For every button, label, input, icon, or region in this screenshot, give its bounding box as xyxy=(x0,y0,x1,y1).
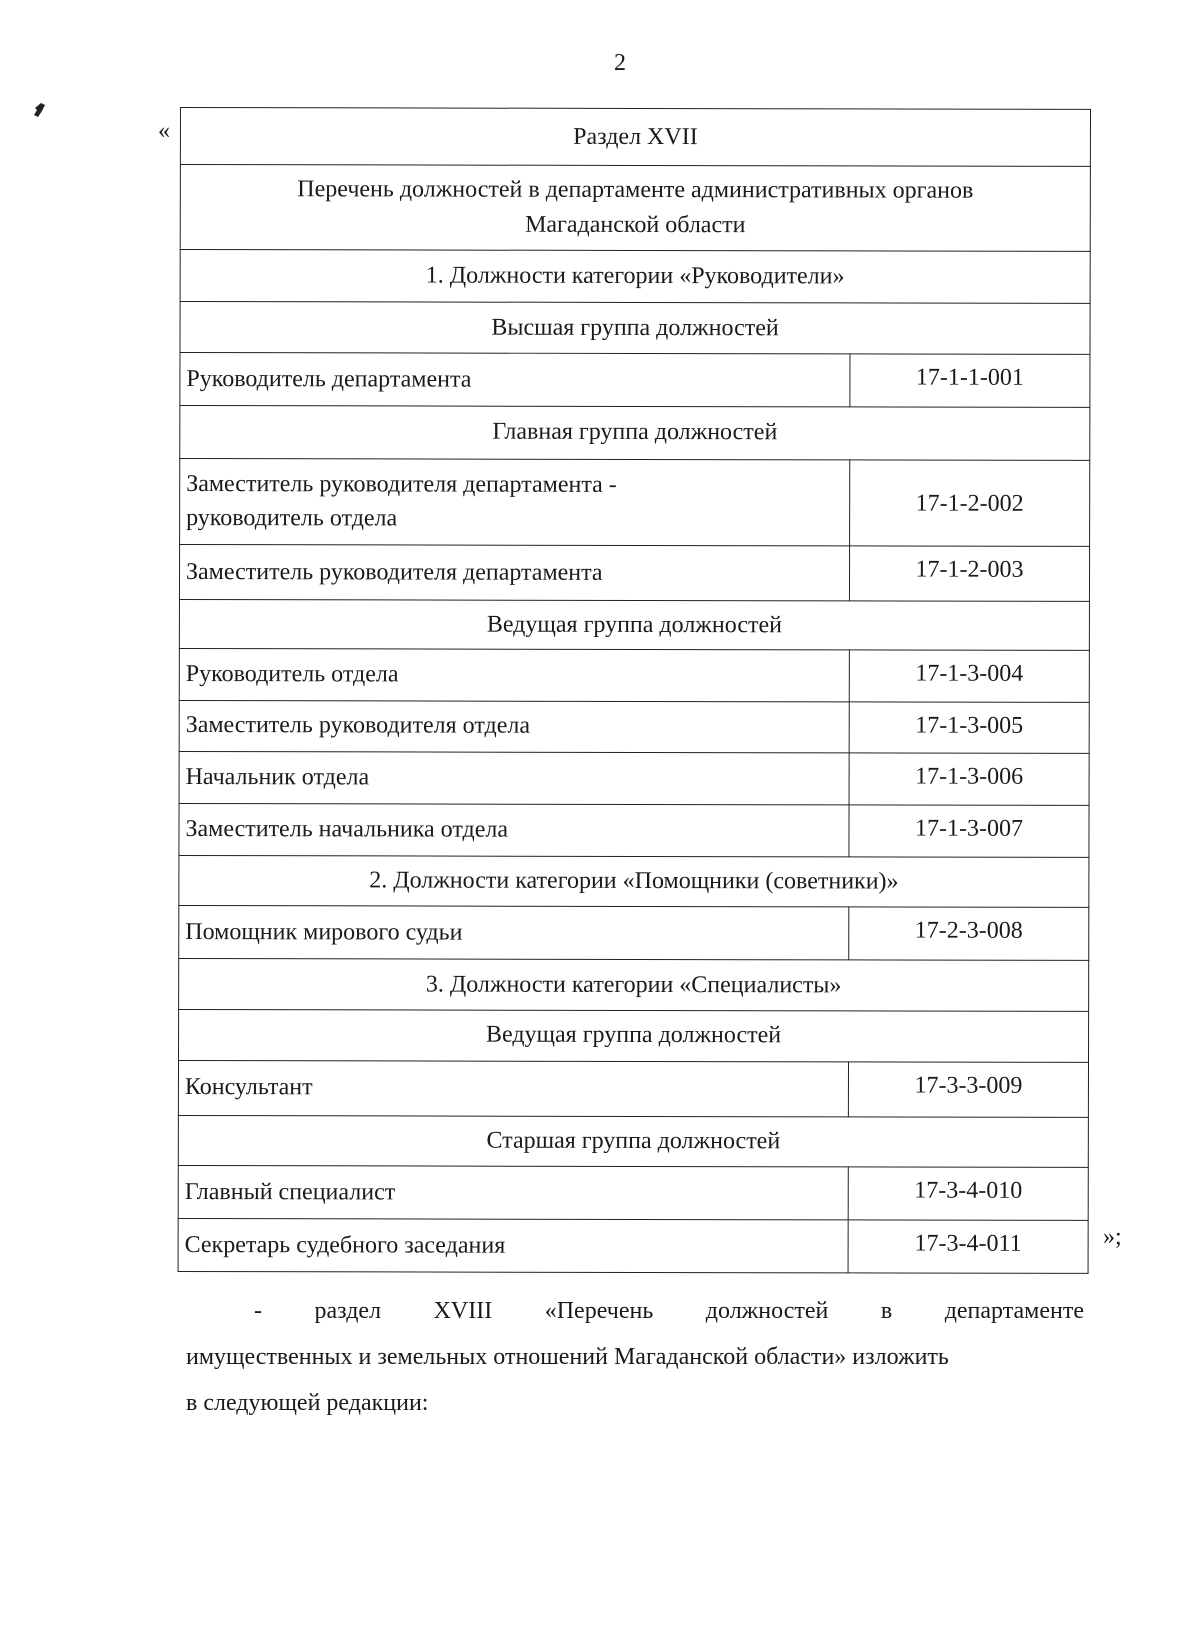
group-row xyxy=(180,405,1090,460)
position-code: 17-2-3-008 xyxy=(849,907,1089,960)
position-name-line1: Заместитель руководителя департамента - xyxy=(186,470,617,498)
table-row xyxy=(178,1166,1088,1221)
table-row xyxy=(178,1219,1088,1274)
position-code: 17-1-3-006 xyxy=(849,753,1089,805)
positions-table xyxy=(178,107,1091,1274)
group-row xyxy=(180,302,1090,355)
group-row xyxy=(179,1009,1089,1062)
paragraph-line1: - раздел XVIII «Перечень должностей в департаменте xyxy=(254,1298,1084,1324)
table-row xyxy=(179,752,1089,806)
group-heading: Старшая группа должностей xyxy=(178,1115,1088,1168)
position-code: 17-1-2-002 xyxy=(850,460,1090,547)
group-row xyxy=(178,1115,1088,1168)
position-name: Заместитель руководителя департамента xyxy=(179,545,849,601)
table-row xyxy=(179,700,1089,754)
category-row xyxy=(179,959,1089,1012)
paragraph-line3: в следующей редакции: xyxy=(186,1390,429,1416)
section-title: Раздел XVII xyxy=(180,108,1090,167)
category-heading: 3. Должности категории «Специалисты» xyxy=(179,959,1089,1012)
section-header-row xyxy=(180,108,1090,167)
position-name: Заместитель начальника отдела xyxy=(179,804,849,857)
table-title-line2: Магаданской области xyxy=(525,211,746,238)
group-heading: Высшая группа должностей xyxy=(180,302,1090,355)
position-name: Главный специалист xyxy=(178,1166,848,1220)
position-name: Заместитель руководителя отдела xyxy=(179,700,849,753)
table-title-row xyxy=(180,165,1090,251)
group-heading: Ведущая группа должностей xyxy=(179,600,1089,650)
position-code: 17-1-1-001 xyxy=(850,354,1090,407)
table-row xyxy=(180,458,1090,547)
category-row xyxy=(180,249,1090,304)
position-code: 17-3-3-009 xyxy=(848,1062,1088,1117)
position-code: 17-3-4-011 xyxy=(848,1220,1088,1273)
group-heading: Ведущая группа должностей xyxy=(179,1009,1089,1062)
position-name: Помощник мирового судьи xyxy=(179,906,849,960)
table-row xyxy=(179,804,1089,858)
category-row xyxy=(179,855,1089,908)
position-name: Секретарь судебного заседания xyxy=(178,1219,848,1273)
opening-quote: « xyxy=(158,118,170,144)
table-row xyxy=(180,353,1090,408)
table-title-line1: Перечень должностей в департаменте административных органов xyxy=(297,176,974,204)
position-code: 17-3-4-010 xyxy=(848,1167,1088,1220)
table-row xyxy=(179,648,1089,702)
group-heading: Главная группа должностей xyxy=(180,405,1090,460)
page-number: 2 xyxy=(614,50,626,76)
ink-blot-mark xyxy=(32,102,46,118)
position-code: 17-1-3-007 xyxy=(849,805,1089,857)
amendment-paragraph xyxy=(186,1288,1084,1426)
table-row xyxy=(179,906,1089,961)
positions-table-wrapper xyxy=(178,107,1090,1274)
position-name: Начальник отдела xyxy=(179,752,849,805)
position-name: Руководитель департамента xyxy=(180,353,850,407)
position-code: 17-1-2-003 xyxy=(849,546,1089,601)
table-row xyxy=(178,1060,1088,1117)
position-name: Консультант xyxy=(178,1060,848,1116)
category-heading: 2. Должности категории «Помощники (советники)» xyxy=(179,855,1089,908)
category-heading: 1. Должности категории «Руководители» xyxy=(180,249,1090,304)
position-code: 17-1-3-005 xyxy=(849,701,1089,753)
position-code: 17-1-3-004 xyxy=(849,650,1089,702)
table-title xyxy=(180,165,1090,251)
paragraph-line2: имущественных и земельных отношений Магаданской области» изложить xyxy=(186,1344,949,1370)
position-name: Руководитель отдела xyxy=(179,648,849,701)
position-name xyxy=(180,458,850,546)
position-name-line2: руководитель отдела xyxy=(186,505,398,532)
table-row xyxy=(179,545,1089,602)
group-row xyxy=(179,600,1089,650)
closing-quote: »; xyxy=(1103,1224,1122,1250)
